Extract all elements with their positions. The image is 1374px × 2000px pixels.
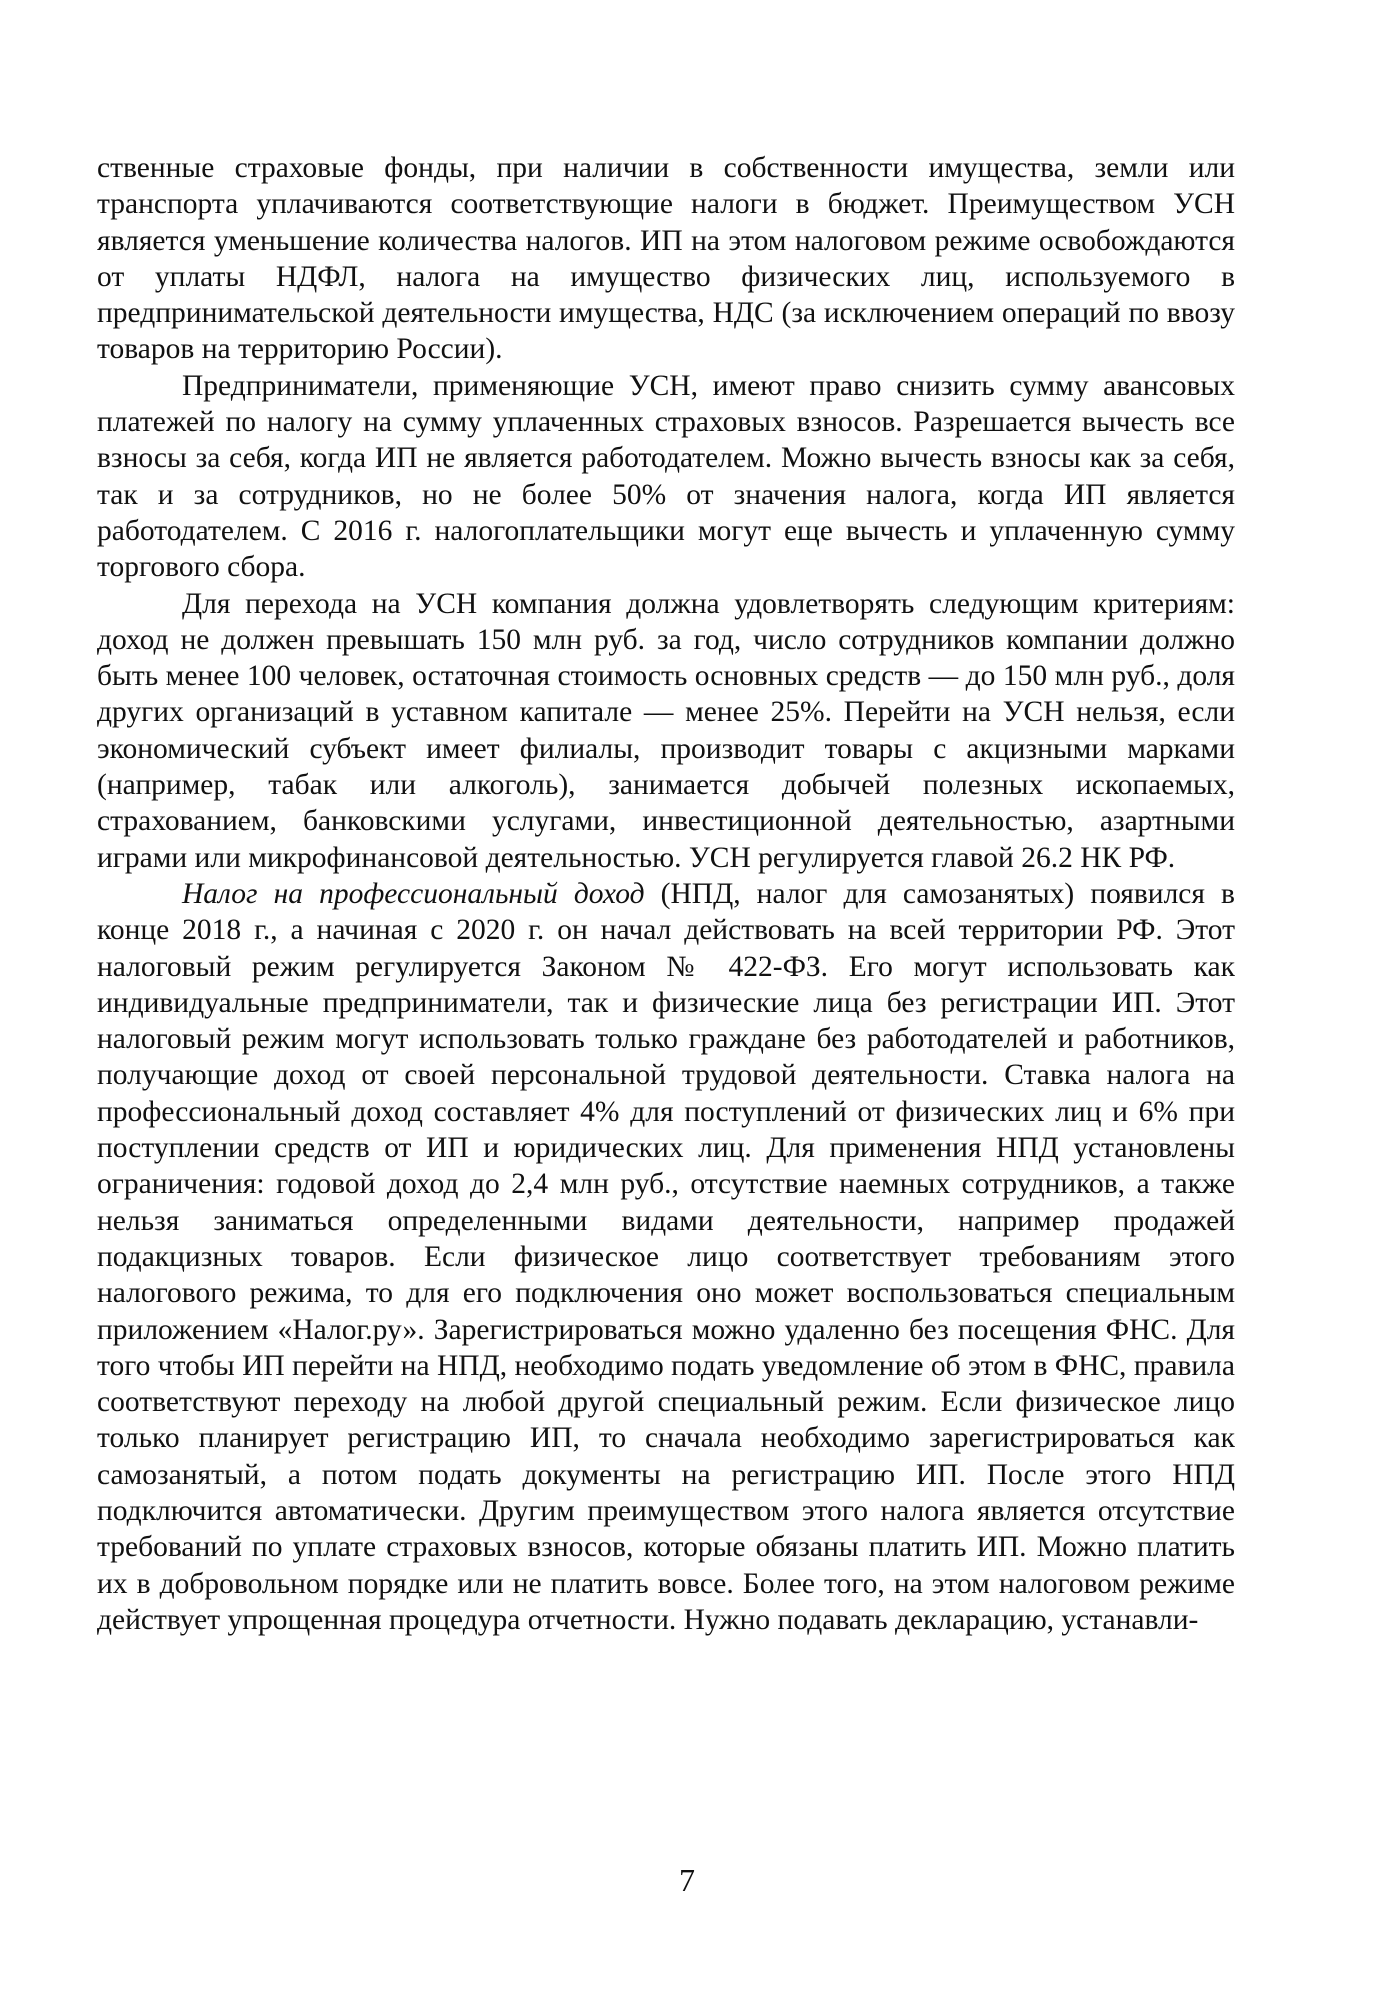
body-text bbox=[97, 150, 1235, 1638]
paragraph-4-italic-term: Налог на профессиональный доход bbox=[182, 877, 645, 910]
paragraph-2: Предприниматели, применяющие УСН, имеют право снизить сумму авансовых платежей по налогу на сумму уплаченных страховых взносов. Разрешается вычесть все взносы за себя, когда ИП не является работодателем. Можно вычесть взносы как за себя, так и за сотрудников, но не более 50% от значения налога, когда ИП является работодателем. С 2016 г. налогоплательщики могут еще вычесть и уплаченную сумму торгового сбора. bbox=[97, 369, 1235, 584]
paragraph-4-text: (НПД, налог для самозанятых) появился в конце 2018 г., а начиная с 2020 г. он начал действовать на всей территории РФ. Этот налоговый режим регулируется Законом № 422-ФЗ. Его могут использовать как индивидуальные предприниматели, так и физические лица без регистрации ИП. Этот налоговый режим могут использовать только граждане без работодателей и работников, получающие доход от своей персональной трудовой деятельности. Ставка налога на профессиональный доход составляет 4% для поступлений от физических лиц и 6% при поступлении средств от ИП и юридических лиц. Для применения НПД установлены ограничения: годовой доход до 2,4 млн руб., отсутствие наемных сотрудников, а также нельзя заниматься определенными видами деятельности, например продажей подакцизных товаров. Если физическое лицо соответствует требованиям этого налогового режима, то для его подключения оно может воспользоваться специальным приложением «Налог.ру». Зарегистрироваться можно удаленно без посещения ФНС. Для того чтобы ИП перейти на НПД, необходимо подать уведомление об этом в ФНС, правила соответствуют переходу на любой другой специальный режим. Если физическое лицо только планирует регистрацию ИП, то сначала необходимо зарегистрироваться как самозанятый, а потом подать документы на регистрацию ИП. После этого НПД подключится автоматически. Другим преимуществом этого налога является отсутствие требований по уплате страховых взносов, которые обязаны платить ИП. Можно платить их в добровольном порядке или не платить вовсе. Более того, на этом налоговом режиме действует упрощенная процедура отчетности. Нужно подавать декларацию, устанавли- bbox=[97, 877, 1235, 1636]
paragraph-1: ственные страховые фонды, при наличии в собственности имущества, земли или транспорта уплачиваются соответствующие налоги в бюджет. Преимуществом УСН является уменьшение количества налогов. ИП на этом налоговом режиме освобождаются от уплаты НДФЛ, налога на имущество физических лиц, используемого в предпринимательской деятельности имущества, НДС (за исключением операций по ввозу товаров на территорию России). bbox=[97, 152, 1235, 366]
page-number: 7 bbox=[679, 1862, 695, 1898]
paragraph-3: Для перехода на УСН компания должна удовлетворять следующим критериям: доход не должен превышать 150 млн руб. за год, число сотрудников компании должно быть менее 100 человек, остаточная стоимость основных средств — до 150 млн руб., доля других организаций в уставном капитале — менее 25%. Перейти на УСН нельзя, если экономический субъект имеет филиалы, производит товары с акцизными марками (например, табак или алкоголь), занимается добычей полезных ископаемых, страхованием, банковскими услугами, инвестиционной деятельностью, азартными играми или микрофинансовой деятельностью. УСН регулируется главой 26.2 НК РФ. bbox=[97, 587, 1235, 874]
paragraph-4 bbox=[97, 876, 1235, 1638]
